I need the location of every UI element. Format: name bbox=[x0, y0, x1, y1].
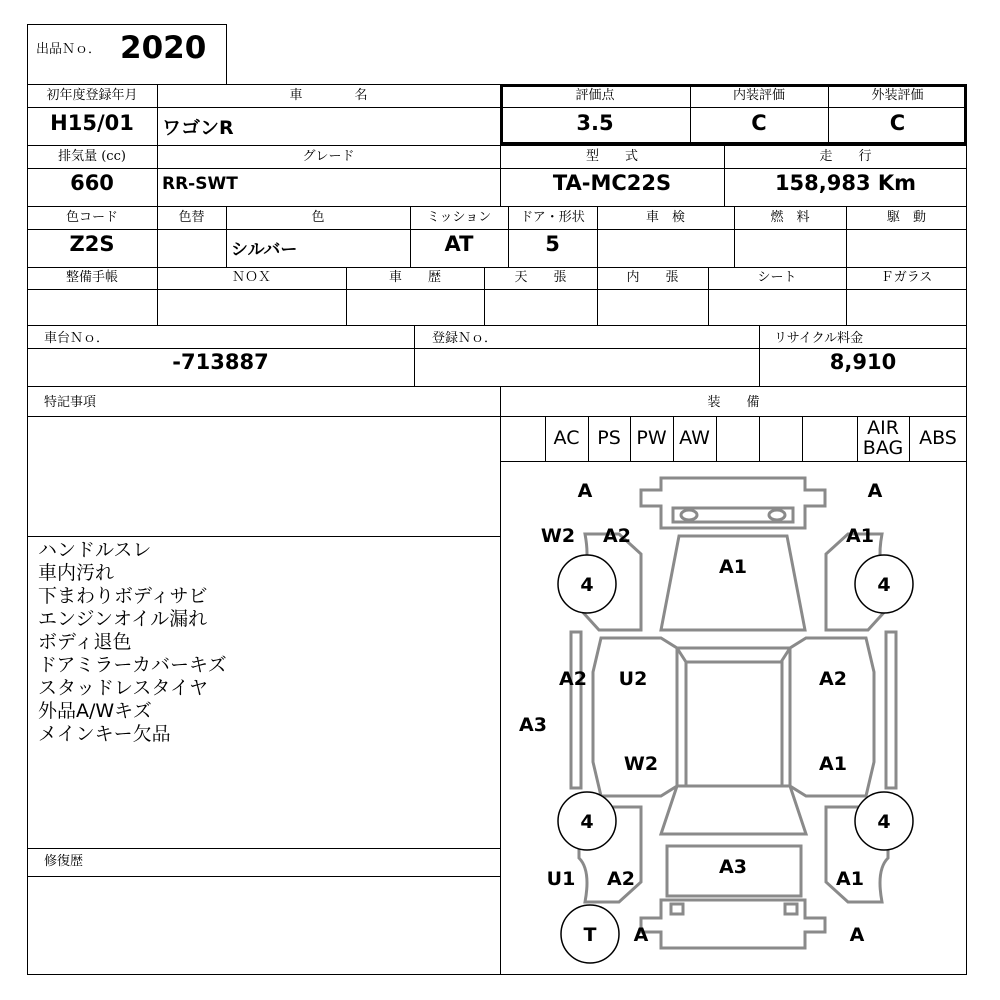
exterior-label: 外装評価 bbox=[871, 88, 924, 103]
chassis-label: 車台Ｎｏ． bbox=[44, 331, 110, 346]
grade-label: グレード bbox=[302, 149, 355, 164]
nox-label: ＮＯＸ bbox=[231, 270, 271, 285]
recycle-label: リサイクル料金 bbox=[774, 331, 864, 346]
door-label: ドア・形状 bbox=[520, 210, 585, 225]
record-label: 整備手帳 bbox=[65, 270, 118, 285]
note-item: 下まわりボディサビ bbox=[38, 585, 208, 607]
door-value: 5 bbox=[545, 232, 560, 256]
equipment-aw: AW bbox=[679, 427, 710, 449]
reg-no-label: 登録Ｎｏ． bbox=[432, 331, 498, 346]
equipment-abs: ABS bbox=[919, 427, 957, 449]
first-reg-value: H15/01 bbox=[50, 111, 134, 135]
note-item: スタッドレスタイヤ bbox=[38, 677, 209, 699]
car-diagram bbox=[501, 462, 966, 974]
inspection-label: 車 検 bbox=[645, 210, 685, 225]
drive-label: 駆 動 bbox=[886, 210, 926, 225]
fglass-label: Ｆガラス bbox=[880, 270, 933, 285]
airbag-line2: BAG bbox=[862, 437, 904, 459]
code-door-lf: A2 bbox=[559, 668, 587, 690]
model-label: 型 式 bbox=[585, 149, 638, 164]
code-tailgate: A3 bbox=[719, 856, 747, 878]
note-item: ハンドルスレ bbox=[38, 539, 152, 561]
seat-label: シート bbox=[757, 270, 797, 285]
code-rear-left: U1 bbox=[546, 868, 576, 890]
note-item: 外品A/Wキズ bbox=[38, 700, 152, 722]
color-code-value: Z2S bbox=[69, 232, 115, 256]
first-reg-label: 初年度登録年月 bbox=[46, 88, 138, 103]
damage-codes bbox=[519, 480, 891, 946]
repaint-label: 色替 bbox=[178, 210, 205, 225]
lot-number: 2020 bbox=[120, 30, 207, 66]
interior-value: C bbox=[751, 111, 767, 135]
code-bumper-rear-left: A bbox=[633, 924, 649, 946]
interior-trim-label: 内 張 bbox=[626, 270, 679, 285]
note-item: ボディ退色 bbox=[38, 631, 132, 653]
notes-label: 特記事項 bbox=[44, 395, 97, 410]
code-door-lr: W2 bbox=[623, 753, 659, 775]
code-spare: T bbox=[583, 924, 597, 946]
color-code-label: 色コード bbox=[65, 210, 118, 225]
code-side-left: A3 bbox=[519, 714, 547, 736]
car-name-value: ワゴンR bbox=[162, 117, 234, 139]
note-item: エンジンオイル漏れ bbox=[38, 608, 208, 630]
code-fender-rf: A1 bbox=[846, 525, 874, 547]
chassis-value: -713887 bbox=[172, 350, 269, 374]
grade-value: RR-SWT bbox=[162, 174, 238, 194]
recycle-value: 8,910 bbox=[829, 350, 897, 374]
note-item: メインキー欠品 bbox=[38, 723, 171, 745]
equipment-airbag bbox=[857, 418, 909, 458]
code-tire-rr: 4 bbox=[877, 811, 891, 833]
code-fender-lf: W2 bbox=[540, 525, 576, 547]
equipment-ps: PS bbox=[597, 427, 621, 449]
airbag-line1: AIR bbox=[867, 417, 899, 439]
model-value: TA-MC22S bbox=[552, 171, 672, 195]
code-tire-rl: 4 bbox=[580, 811, 594, 833]
lot-label: 出品Ｎｏ． bbox=[36, 42, 102, 57]
interior-label: 内装評価 bbox=[732, 88, 785, 103]
code-front-left: A bbox=[577, 480, 593, 502]
code-fender-lf2: A2 bbox=[603, 525, 631, 547]
history-label: 車 歴 bbox=[388, 270, 441, 285]
roof-label: 天 張 bbox=[514, 270, 567, 285]
code-front-right: A bbox=[867, 480, 883, 502]
color-value: シルバー bbox=[231, 240, 298, 260]
code-rear-left2: A2 bbox=[607, 868, 635, 890]
color-label: 色 bbox=[311, 210, 325, 225]
notes-list bbox=[38, 539, 227, 746]
mission-value: AT bbox=[444, 232, 474, 256]
equipment-label: 装 備 bbox=[707, 395, 760, 410]
displacement-value: 660 bbox=[70, 171, 114, 195]
exterior-value: C bbox=[889, 111, 906, 135]
note-item: 車内汚れ bbox=[38, 562, 115, 584]
code-hood: A1 bbox=[719, 556, 747, 578]
mission-label: ミッション bbox=[426, 210, 492, 225]
code-door-rr: A1 bbox=[819, 753, 847, 775]
note-item: ドアミラーカバーキズ bbox=[38, 654, 227, 676]
code-rear-right-quarter: A1 bbox=[836, 868, 864, 890]
code-bumper-rear-right: A bbox=[849, 924, 865, 946]
code-roof: U2 bbox=[618, 668, 648, 690]
car-name-label: 車 名 bbox=[289, 88, 368, 103]
repair-label: 修復歴 bbox=[44, 854, 84, 869]
score-label: 評価点 bbox=[575, 88, 615, 103]
code-tire-fr: 4 bbox=[877, 574, 891, 596]
equipment-ac: AC bbox=[553, 427, 580, 449]
mileage-label: 走 行 bbox=[819, 149, 872, 164]
equipment-pw: PW bbox=[636, 427, 667, 449]
code-door-rf: A2 bbox=[819, 668, 847, 690]
fuel-label: 燃 料 bbox=[770, 210, 810, 225]
mileage-value: 158,983 Km bbox=[774, 171, 917, 195]
score-value: 3.5 bbox=[576, 111, 614, 135]
displacement-label: 排気量 (cc) bbox=[58, 149, 126, 164]
code-tire-fl: 4 bbox=[580, 574, 594, 596]
